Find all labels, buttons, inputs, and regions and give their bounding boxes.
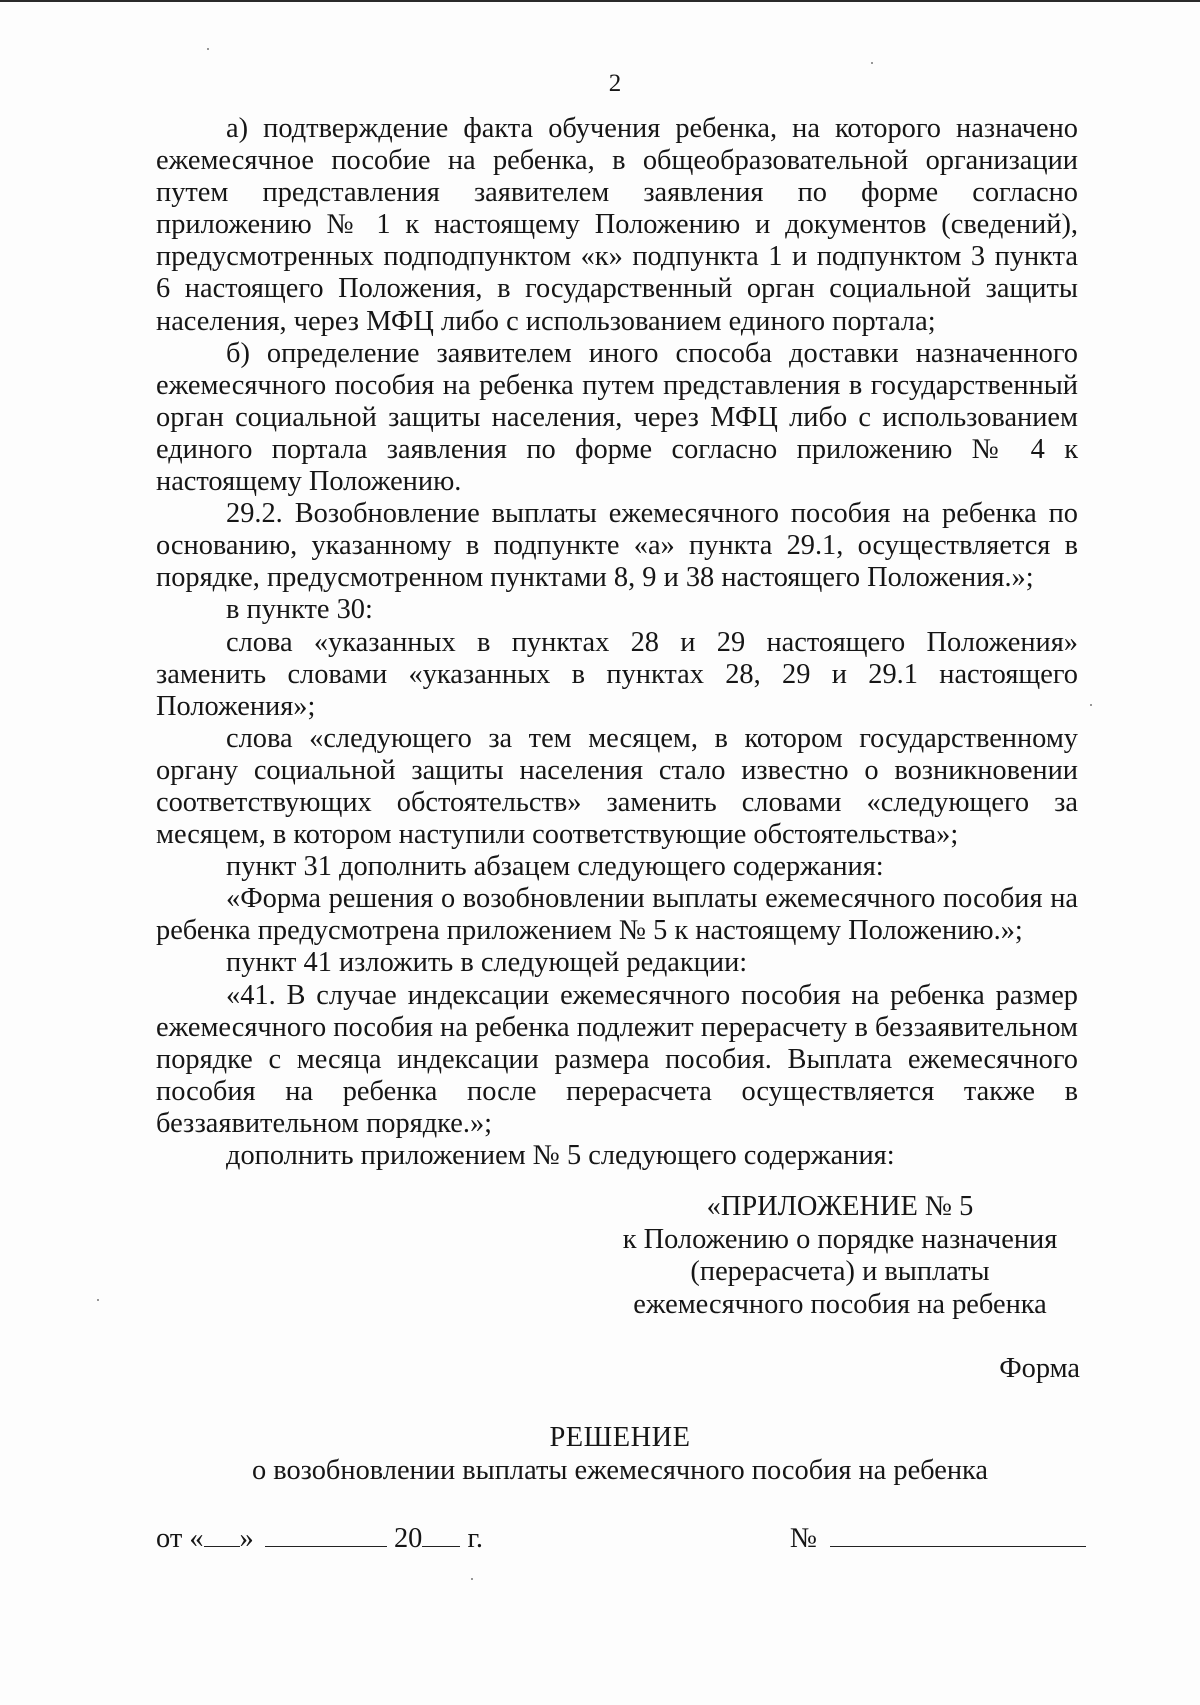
paragraph-point-30: в пункте 30: — [226, 594, 373, 626]
paragraph-words-replace-1: слова «указанных в пунктах 28 и 29 настоящего Положения» заменить словами «указанных в пунктах 28, 29 и 29.1 настоящего Положения»; — [156, 626, 1078, 722]
number-field — [790, 1520, 1086, 1555]
year-blank — [422, 1520, 460, 1547]
date-field — [156, 1520, 483, 1555]
year-prefix: 20 — [393, 1523, 423, 1554]
year-suffix: г. — [467, 1523, 483, 1554]
paragraph-item-b: б) определение заявителем иного способа доставки назначенного ежемесячного пособия на ребенка путем представления в государственный орган социальной защиты населения, через МФЦ либо с использованием единого портала заявления по форме согласно приложению № 4 к настоящему Положению. — [156, 337, 1078, 498]
paragraph-41-text: «41. В случае индексации ежемесячного пособия на ребенка размер ежемесячного пособия на ребенка подлежит перерасчету в беззаявительном порядке с месяца индексации размера пособия. Выплата ежемесячного пособия на ребенка после перерасчета осуществляется также в беззаявительном порядке.»; — [156, 979, 1078, 1139]
paragraph-item-a: а) подтверждение факта обучения ребенка, на которого назначено ежемесячное пособие на ребенка, в общеобразовательной организации путем представления заявителем заявления по форме согласно приложению № 1 к настоящему Положению и документов (сведений), предусмотренных подподпунктом «к» подпункта 1 и подпунктом 3 пункта 6 настоящего Положения, в государственный орган социальной защиты населения, через МФЦ либо с использованием единого портала; — [156, 113, 1078, 337]
month-blank — [265, 1520, 387, 1547]
scan-speck — [207, 48, 209, 50]
page-number: 2 — [608, 70, 622, 97]
date-prefix: от « — [156, 1523, 204, 1554]
paragraph-point-41: пункт 41 изложить в следующей редакции: — [226, 947, 748, 979]
date-quote-close: » — [239, 1523, 254, 1554]
paragraph-point-31: пункт 31 дополнить абзацем следующего содержания: — [226, 851, 884, 883]
scan-speck — [871, 62, 873, 64]
decision-title: РЕШЕНИЕ — [549, 1422, 691, 1453]
scan-edge-line — [0, 0, 1200, 2]
paragraph-29-2: 29.2. Возобновление выплаты ежемесячного пособия на ребенка по основанию, указанному в подпункте «а» пункта 29.1, осуществляется в порядке, предусмотренном пунктами 8, 9 и 38 настоящего Положения.»; — [156, 498, 1078, 594]
paragraph-words-replace-2: слова «следующего за тем месяцем, в котором государственному органу социальной защиты населения стало известно о возникновении соответствующих обстоятельств» заменить словами «следующего за месяцем, в котором наступили соответствующие обстоятельства»; — [156, 722, 1078, 851]
annex-title: «ПРИЛОЖЕНИЕ № 5 — [706, 1191, 974, 1222]
day-blank — [204, 1520, 240, 1547]
annex-line-3: (перерасчета) и выплаты — [690, 1256, 990, 1287]
paragraph-add-annex: дополнить приложением № 5 следующего содержания: — [226, 1140, 895, 1171]
annex-line-4: ежемесячного пособия на ребенка — [633, 1288, 1047, 1320]
annex-header — [580, 1191, 1100, 1321]
scan-speck — [97, 1299, 99, 1301]
decision-subtitle: о возобновлении выплаты ежемесячного пособия на ребенка — [251, 1455, 989, 1486]
number-blank — [830, 1520, 1086, 1547]
scan-speck — [1090, 704, 1092, 706]
paragraph-form-decision: «Форма решения о возобновлении выплаты ежемесячного пособия на ребенка предусмотрена приложением № 5 к настоящему Положению.»; — [156, 883, 1078, 947]
scan-speck — [471, 1578, 473, 1580]
body-text — [156, 113, 1078, 1172]
form-label: Форма — [999, 1353, 1080, 1384]
annex-line-2: к Положению о порядке назначения — [622, 1223, 1058, 1255]
number-label: № — [790, 1523, 818, 1554]
